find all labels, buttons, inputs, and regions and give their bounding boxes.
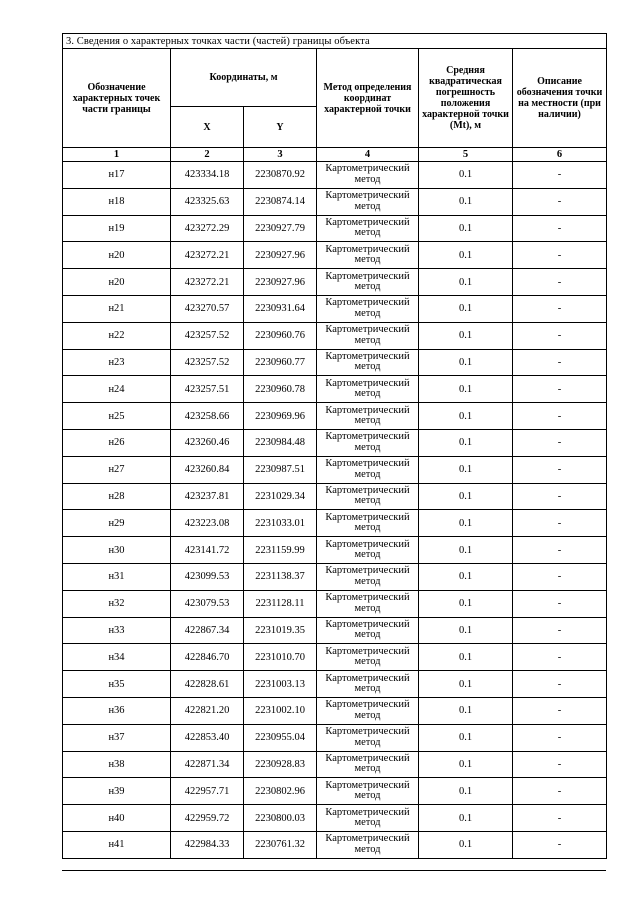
accuracy-cell: 0.1 xyxy=(419,617,513,644)
accuracy-cell: 0.1 xyxy=(419,403,513,430)
coord-x-cell: 423325.63 xyxy=(171,188,244,215)
coord-x-cell: 423260.46 xyxy=(171,429,244,456)
point-id-cell: н41 xyxy=(63,831,171,858)
coord-y-cell: 2230984.48 xyxy=(244,429,317,456)
accuracy-cell: 0.1 xyxy=(419,805,513,832)
coord-x-cell: 423270.57 xyxy=(171,295,244,322)
method-cell: Картометрический метод xyxy=(317,242,419,269)
coord-x-cell: 423257.52 xyxy=(171,322,244,349)
header-method: Метод определения координат характерной точки xyxy=(317,49,419,148)
point-id-cell: н31 xyxy=(63,563,171,590)
column-number: 4 xyxy=(317,148,419,162)
column-number: 5 xyxy=(419,148,513,162)
method-cell: Картометрический метод xyxy=(317,697,419,724)
description-cell: - xyxy=(513,242,607,269)
coord-y-cell: 2230874.14 xyxy=(244,188,317,215)
header-coordinates: Координаты, м xyxy=(171,49,317,107)
coord-y-cell: 2231029.34 xyxy=(244,483,317,510)
coord-x-cell: 423141.72 xyxy=(171,537,244,564)
coord-x-cell: 423257.51 xyxy=(171,376,244,403)
coord-x-cell: 423258.66 xyxy=(171,403,244,430)
method-cell: Картометрический метод xyxy=(317,456,419,483)
accuracy-cell: 0.1 xyxy=(419,162,513,189)
table-row xyxy=(63,162,607,189)
table-row xyxy=(63,831,607,858)
point-id-cell: н30 xyxy=(63,537,171,564)
description-cell: - xyxy=(513,617,607,644)
description-cell: - xyxy=(513,429,607,456)
method-cell: Картометрический метод xyxy=(317,644,419,671)
coord-x-cell: 422846.70 xyxy=(171,644,244,671)
method-cell: Картометрический метод xyxy=(317,831,419,858)
accuracy-cell: 0.1 xyxy=(419,456,513,483)
boundary-points-table xyxy=(62,33,607,859)
coord-x-cell: 423272.21 xyxy=(171,242,244,269)
point-id-cell: н33 xyxy=(63,617,171,644)
method-cell: Картометрический метод xyxy=(317,751,419,778)
coord-y-cell: 2230987.51 xyxy=(244,456,317,483)
method-cell: Картометрический метод xyxy=(317,563,419,590)
coord-y-cell: 2230931.64 xyxy=(244,295,317,322)
point-id-cell: н23 xyxy=(63,349,171,376)
coord-x-cell: 422828.61 xyxy=(171,671,244,698)
accuracy-cell: 0.1 xyxy=(419,644,513,671)
coord-x-cell: 423272.29 xyxy=(171,215,244,242)
page-bottom-rule xyxy=(62,870,606,871)
coord-x-cell: 423223.08 xyxy=(171,510,244,537)
accuracy-cell: 0.1 xyxy=(419,215,513,242)
table-row xyxy=(63,295,607,322)
coord-x-cell: 422853.40 xyxy=(171,724,244,751)
description-cell: - xyxy=(513,671,607,698)
description-cell: - xyxy=(513,269,607,296)
accuracy-cell: 0.1 xyxy=(419,483,513,510)
description-cell: - xyxy=(513,349,607,376)
description-cell: - xyxy=(513,483,607,510)
accuracy-cell: 0.1 xyxy=(419,188,513,215)
point-id-cell: н26 xyxy=(63,429,171,456)
table-row xyxy=(63,724,607,751)
point-id-cell: н27 xyxy=(63,456,171,483)
accuracy-cell: 0.1 xyxy=(419,349,513,376)
point-id-cell: н24 xyxy=(63,376,171,403)
coord-y-cell: 2230800.03 xyxy=(244,805,317,832)
coord-x-cell: 422867.34 xyxy=(171,617,244,644)
description-cell: - xyxy=(513,456,607,483)
accuracy-cell: 0.1 xyxy=(419,671,513,698)
point-id-cell: н37 xyxy=(63,724,171,751)
coord-y-cell: 2230761.32 xyxy=(244,831,317,858)
coord-y-cell: 2230802.96 xyxy=(244,778,317,805)
accuracy-cell: 0.1 xyxy=(419,697,513,724)
table-row xyxy=(63,537,607,564)
coord-y-cell: 2230955.04 xyxy=(244,724,317,751)
description-cell: - xyxy=(513,805,607,832)
coord-y-cell: 2231003.13 xyxy=(244,671,317,698)
method-cell: Картометрический метод xyxy=(317,429,419,456)
description-cell: - xyxy=(513,403,607,430)
column-number: 2 xyxy=(171,148,244,162)
method-cell: Картометрический метод xyxy=(317,162,419,189)
column-number: 3 xyxy=(244,148,317,162)
coord-y-cell: 2230960.78 xyxy=(244,376,317,403)
description-cell: - xyxy=(513,590,607,617)
table-row xyxy=(63,188,607,215)
coord-x-cell: 423079.53 xyxy=(171,590,244,617)
coord-y-cell: 2230927.79 xyxy=(244,215,317,242)
header-x: X xyxy=(171,107,244,148)
coord-x-cell: 422821.20 xyxy=(171,697,244,724)
point-id-cell: н25 xyxy=(63,403,171,430)
method-cell: Картометрический метод xyxy=(317,537,419,564)
description-cell: - xyxy=(513,188,607,215)
table-row xyxy=(63,590,607,617)
method-cell: Картометрический метод xyxy=(317,805,419,832)
accuracy-cell: 0.1 xyxy=(419,295,513,322)
method-cell: Картометрический метод xyxy=(317,295,419,322)
table-row xyxy=(63,456,607,483)
description-cell: - xyxy=(513,162,607,189)
method-cell: Картометрический метод xyxy=(317,269,419,296)
coord-y-cell: 2230870.92 xyxy=(244,162,317,189)
description-cell: - xyxy=(513,751,607,778)
point-id-cell: н28 xyxy=(63,483,171,510)
point-id-cell: н22 xyxy=(63,322,171,349)
table-row xyxy=(63,349,607,376)
table-row xyxy=(63,429,607,456)
coord-x-cell: 423257.52 xyxy=(171,349,244,376)
description-cell: - xyxy=(513,376,607,403)
coord-y-cell: 2230960.77 xyxy=(244,349,317,376)
method-cell: Картометрический метод xyxy=(317,188,419,215)
column-number: 6 xyxy=(513,148,607,162)
coord-x-cell: 423272.21 xyxy=(171,269,244,296)
method-cell: Картометрический метод xyxy=(317,215,419,242)
coord-y-cell: 2230969.96 xyxy=(244,403,317,430)
description-cell: - xyxy=(513,322,607,349)
point-id-cell: н17 xyxy=(63,162,171,189)
method-cell: Картометрический метод xyxy=(317,376,419,403)
coord-x-cell: 422959.72 xyxy=(171,805,244,832)
point-id-cell: н34 xyxy=(63,644,171,671)
description-cell: - xyxy=(513,295,607,322)
table-row xyxy=(63,242,607,269)
coord-y-cell: 2231138.37 xyxy=(244,563,317,590)
accuracy-cell: 0.1 xyxy=(419,751,513,778)
accuracy-cell: 0.1 xyxy=(419,563,513,590)
point-id-cell: н38 xyxy=(63,751,171,778)
coord-x-cell: 422957.71 xyxy=(171,778,244,805)
column-number: 1 xyxy=(63,148,171,162)
coord-y-cell: 2231033.01 xyxy=(244,510,317,537)
coord-y-cell: 2231010.70 xyxy=(244,644,317,671)
method-cell: Картометрический метод xyxy=(317,617,419,644)
point-id-cell: н32 xyxy=(63,590,171,617)
point-id-cell: н36 xyxy=(63,697,171,724)
header-description: Описание обозначения точки на местности (при наличии) xyxy=(513,49,607,148)
method-cell: Картометрический метод xyxy=(317,724,419,751)
point-id-cell: н39 xyxy=(63,778,171,805)
point-id-cell: н29 xyxy=(63,510,171,537)
description-cell: - xyxy=(513,831,607,858)
description-cell: - xyxy=(513,697,607,724)
table-row xyxy=(63,215,607,242)
point-id-cell: н35 xyxy=(63,671,171,698)
accuracy-cell: 0.1 xyxy=(419,510,513,537)
coord-x-cell: 423334.18 xyxy=(171,162,244,189)
table-row xyxy=(63,778,607,805)
accuracy-cell: 0.1 xyxy=(419,778,513,805)
table-row xyxy=(63,483,607,510)
method-cell: Картометрический метод xyxy=(317,778,419,805)
table-row xyxy=(63,751,607,778)
table-row xyxy=(63,510,607,537)
method-cell: Картометрический метод xyxy=(317,671,419,698)
point-id-cell: н19 xyxy=(63,215,171,242)
table-caption: 3. Сведения о характерных точках части (частей) границы объекта xyxy=(63,34,607,49)
point-id-cell: н20 xyxy=(63,269,171,296)
header-accuracy: Средняя квадратическая погрешность положения характерной точки (Mt), м xyxy=(419,49,513,148)
header-point-designation: Обозначение характерных точек части границы xyxy=(63,49,171,148)
accuracy-cell: 0.1 xyxy=(419,376,513,403)
method-cell: Картометрический метод xyxy=(317,349,419,376)
description-cell: - xyxy=(513,644,607,671)
table-row xyxy=(63,403,607,430)
coord-x-cell: 423260.84 xyxy=(171,456,244,483)
table-row xyxy=(63,376,607,403)
method-cell: Картометрический метод xyxy=(317,483,419,510)
table-row xyxy=(63,697,607,724)
method-cell: Картометрический метод xyxy=(317,403,419,430)
coord-x-cell: 422984.33 xyxy=(171,831,244,858)
coord-y-cell: 2231128.11 xyxy=(244,590,317,617)
coord-y-cell: 2230927.96 xyxy=(244,269,317,296)
method-cell: Картометрический метод xyxy=(317,322,419,349)
table-body xyxy=(63,162,607,859)
coord-y-cell: 2230960.76 xyxy=(244,322,317,349)
table-row xyxy=(63,563,607,590)
description-cell: - xyxy=(513,510,607,537)
method-cell: Картометрический метод xyxy=(317,510,419,537)
coord-y-cell: 2231002.10 xyxy=(244,697,317,724)
point-id-cell: н40 xyxy=(63,805,171,832)
coord-x-cell: 422871.34 xyxy=(171,751,244,778)
document-sheet xyxy=(62,33,606,859)
description-cell: - xyxy=(513,724,607,751)
accuracy-cell: 0.1 xyxy=(419,537,513,564)
table-row xyxy=(63,671,607,698)
table-row xyxy=(63,644,607,671)
coord-y-cell: 2230928.83 xyxy=(244,751,317,778)
description-cell: - xyxy=(513,563,607,590)
table-row xyxy=(63,617,607,644)
description-cell: - xyxy=(513,537,607,564)
header-y: Y xyxy=(244,107,317,148)
coord-y-cell: 2231019.35 xyxy=(244,617,317,644)
accuracy-cell: 0.1 xyxy=(419,831,513,858)
accuracy-cell: 0.1 xyxy=(419,429,513,456)
accuracy-cell: 0.1 xyxy=(419,269,513,296)
method-cell: Картометрический метод xyxy=(317,590,419,617)
accuracy-cell: 0.1 xyxy=(419,322,513,349)
coord-x-cell: 423237.81 xyxy=(171,483,244,510)
coord-x-cell: 423099.53 xyxy=(171,563,244,590)
point-id-cell: н18 xyxy=(63,188,171,215)
point-id-cell: н20 xyxy=(63,242,171,269)
table-row xyxy=(63,269,607,296)
coord-y-cell: 2230927.96 xyxy=(244,242,317,269)
point-id-cell: н21 xyxy=(63,295,171,322)
coord-y-cell: 2231159.99 xyxy=(244,537,317,564)
accuracy-cell: 0.1 xyxy=(419,590,513,617)
table-row xyxy=(63,322,607,349)
description-cell: - xyxy=(513,215,607,242)
accuracy-cell: 0.1 xyxy=(419,724,513,751)
description-cell: - xyxy=(513,778,607,805)
accuracy-cell: 0.1 xyxy=(419,242,513,269)
table-row xyxy=(63,805,607,832)
